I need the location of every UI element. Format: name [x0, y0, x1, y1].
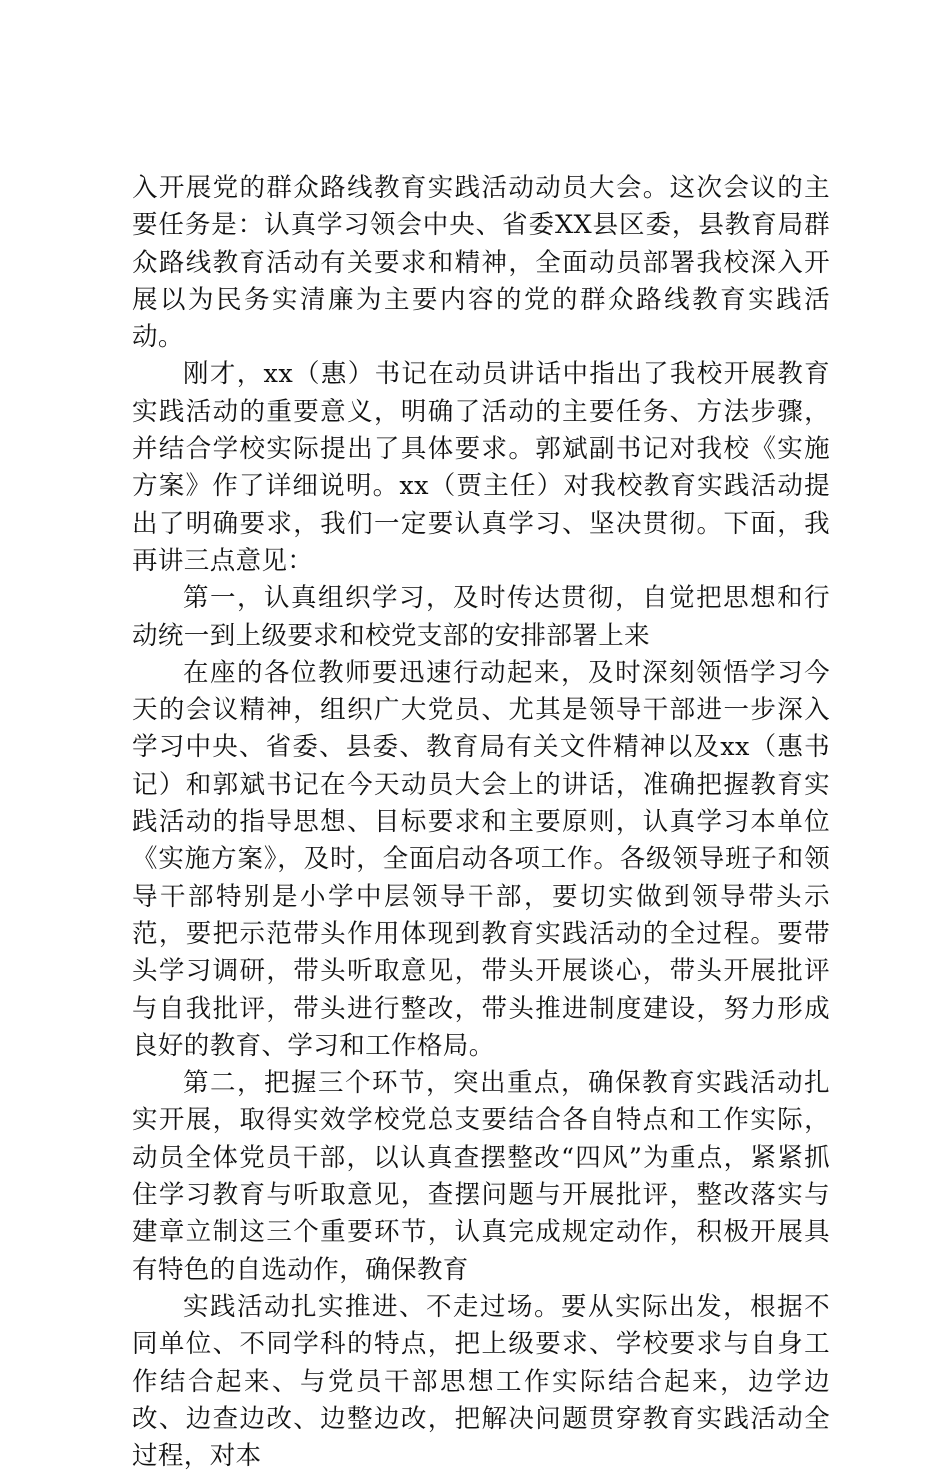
paragraph-point-two: 第二，把握三个环节，突出重点，确保教育实践活动扎实开展，取得实效学校党总支要结合各自特点和工作实际，动员全体党员干部，以认真查摆整改“四风”为重点，紧紧抓住学习教育与听取意见，查摆问题与开展批评，整改落实与建章立制这三个重要环节，认真完成规定动作，积极开展具有特色的自选动作，确保教育 — [132, 1068, 830, 1285]
paragraph-opening-remarks: 刚才，xx（惠）书记在动员讲话中指出了我校开展教育实践活动的重要意义，明确了活动的主要任务、方法步骤，并结合学校实际提出了具体要求。郭斌副书记对我校《实施方案》作了详细说明。xx（贾主任）对我校教育实践活动提出了明确要求，我们一定要认真学习、坚决贯彻。下面，我再讲三点意见： — [132, 359, 830, 576]
document-body — [132, 170, 830, 1475]
paragraph-practice-activities: 实践活动扎实推进、不走过场。要从实际出发，根据不同单位、不同学科的特点，把上级要求、学校要求与自身工作结合起来、与党员干部思想工作实际结合起来，边学边改、边查边改、边整边改，把解决问题贯穿教育实践活动全过程，对本 — [132, 1291, 830, 1472]
paragraph-point-one-heading: 第一，认真组织学习，及时传达贯彻，自觉把思想和行动统一到上级要求和校党支部的安排部署上来 — [132, 583, 830, 651]
paragraph-continuation: 入开展党的群众路线教育实践活动动员大会。这次会议的主要任务是：认真学习领会中央、省委XX县区委，县教育局群众路线教育活动有关要求和精神，全面动员部署我校深入开展以为民务实清廉为主要内容的党的群众路线教育实践活动。 — [132, 173, 830, 353]
paragraph-point-one-body: 在座的各位教师要迅速行动起来，及时深刻领悟学习今天的会议精神，组织广大党员、尤其是领导干部进一步深入学习中央、省委、县委、教育局有关文件精神以及xx（惠书记）和郭斌书记在今天动员大会上的讲话，准确把握教育实践活动的指导思想、目标要求和主要原则，认真学习本单位《实施方案》，及时，全面启动各项工作。各级领导班子和领导干部特别是小学中层领导干部，要切实做到领导带头示范，要把示范带头作用体现到教育实践活动的全过程。要带头学习调研，带头听取意见，带头开展谈心，带头开展批评与自我批评，带头进行整改，带头推进制度建设，努力形成良好的教育、学习和工作格局。 — [132, 657, 830, 1061]
